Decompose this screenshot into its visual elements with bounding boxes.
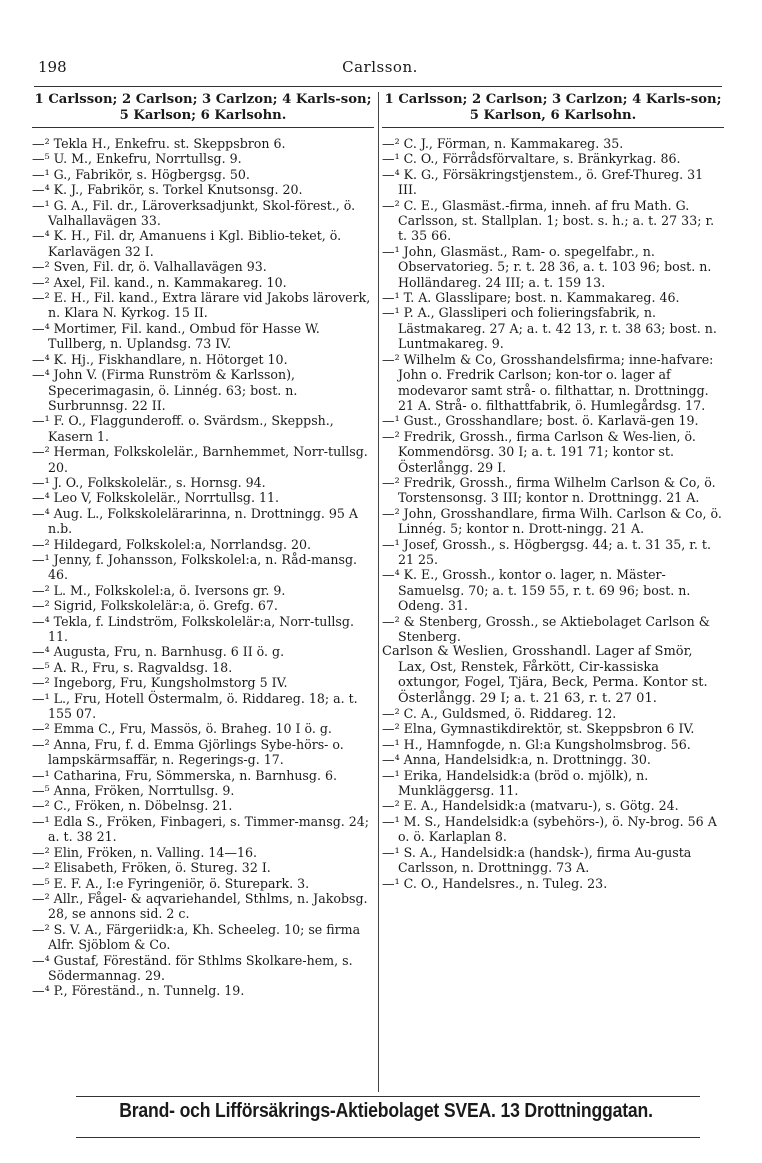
column-heading-left: 1 Carlsson; 2 Carlson; 3 Carlzon; 4 Karls-son; 5 Karlson; 6 Karlsohn. [34, 92, 372, 123]
directory-entry: —² Wilhelm & Co, Grosshandelsfirma; inne-hafvare: John o. Fredrik Carlson; kon-tor o. lager af modevaror samt strå- o. filthattar, n. Drottningg. 21 A. Strå- o. filthattfabrik, ö. Humlegårdsg. 17. [382, 351, 714, 413]
directory-entry: —¹ T. A. Glasslipare; bost. n. Kammakareg. 46. [382, 290, 680, 306]
directory-entry: —² E. H., Fil. kand., Extra lärare vid Jakobs läroverk, n. Klara N. Kyrkog. 15 II. [32, 290, 371, 321]
directory-entry: —² Axel, Fil. kand., n. Kammakareg. 10. [32, 274, 287, 290]
running-title: Carlsson. [342, 58, 418, 76]
directory-entry: —¹ S. A., Handelsidk:a (handsk-), firma Au-gusta Carlsson, n. Drottningg. 73 A. [382, 844, 692, 876]
directory-entry: —² Sven, Fil. dr, ö. Valhallavägen 93. [32, 259, 267, 275]
page-number: 198 [38, 58, 67, 76]
page-header [38, 58, 722, 82]
directory-entry: —² C. J., Förman, n. Kammakareg. 35. [382, 136, 624, 151]
directory-entry: —⁵ Anna, Fröken, Norrtullsg. 9. [32, 783, 235, 799]
directory-entry: —² Hildegard, Folkskolel:a, Norrlandsg. 20. [32, 536, 311, 552]
directory-entry: —¹ C. O., Handelsres., n. Tuleg. 23. [382, 875, 608, 891]
directory-entry: —¹ P. A., Glassliperi och folieringsfabrik, n. Lästmakareg. 27 A; a. t. 42 13, r. t. 38 63; bost. n. Luntmakareg. 9. [382, 305, 717, 352]
directory-entry: —² Fredrik, Grossh., firma Wilhelm Carlson & Co, ö. Torstensonsg. 3 III; kontor n. Drottningg. 21 A. [382, 474, 716, 506]
directory-entry: —¹ G. A., Fil. dr., Läroverksadjunkt, Skol-förest., ö. Valhallavägen 33. [32, 197, 356, 229]
directory-entry: —¹ Jenny, f. Johansson, Folkskolel:a, n. Råd-mansg. 46. [32, 551, 358, 583]
directory-entry: —¹ C. O., Förrådsförvaltare, s. Bränkyrkag. 86. [382, 151, 681, 167]
directory-entry: —¹ F. O., Flaggunderoff. o. Svärdsm., Skeppsh., Kasern 1. [32, 413, 334, 444]
directory-entry: —⁵ E. F. A., I:e Fyringeniör, ö. Sturepark. 3. [32, 875, 310, 891]
directory-entry: —² L. M., Folkskolel:a, ö. Iversons gr. 9. [32, 582, 286, 598]
directory-entry: —⁴ Gustaf, Föreständ. för Sthlms Skolkare-hem, s. Södermannag. 29. [32, 952, 353, 983]
directory-entry: —¹ J. O., Folkskolelär., s. Hornsg. 94. [32, 474, 266, 490]
directory-entry: —⁴ Aug. L., Folkskolelärarinna, n. Drottningg. 95 A n.b. [32, 505, 359, 537]
directory-entry: —² Herman, Folkskolelär., Barnhemmet, Norr-tullsg. 20. [32, 444, 368, 475]
directory-entry: —¹ G., Fabrikör, s. Högbergsg. 50. [32, 166, 250, 182]
directory-entry: —² Sigrid, Folkskolelär:a, ö. Grefg. 67. [32, 598, 278, 614]
directory-entry: —² Elin, Fröken, n. Valling. 14—16. [32, 844, 258, 860]
footer-bottom-rule [76, 1137, 700, 1138]
directory-entry: —² E. A., Handelsidk:a (matvaru-), s. Götg. 24. [382, 798, 679, 814]
directory-entry: —⁴ Mortimer, Fil. kand., Ombud för Hasse W. Tullberg, n. Uplandsg. 73 IV. [32, 320, 320, 352]
two-column-listing [32, 92, 724, 1092]
entry-list-left [32, 136, 374, 999]
footer-top-rule [76, 1096, 700, 1097]
directory-entry: —⁴ Augusta, Fru, n. Barnhusg. 6 II ö. g. [32, 644, 285, 660]
directory-entry: —² Fredrik, Grossh., firma Carlson & Wes-lien, ö. Kommendörsg. 30 I; a. t. 191 71; kontor st. Österlångg. 29 I. [382, 428, 696, 475]
firm-entry: Carlson & Weslien, Grosshandl. Lager af Smör, Lax, Ost, Renstek, Fårkött, Cir-kassiska oxtungor, Fogel, Tjära, Beck, Perma. Kontor st. Österlångg. 29 I; a. t. 21 63, r. t. 27 01. [382, 644, 708, 706]
directory-entry: —⁵ A. R., Fru, s. Ragvaldsg. 18. [32, 659, 233, 675]
directory-entry: —² S. V. A., Färgeriidk:a, Kh. Scheeleg. 10; se firma Alfr. Sjöblom & Co. [32, 921, 361, 953]
directory-entry: —² C., Fröken, n. Döbelnsg. 21. [32, 798, 233, 814]
directory-entry: —¹ Catharina, Fru, Sömmerska, n. Barnhusg. 6. [32, 767, 337, 783]
directory-entry: —² Ingeborg, Fru, Kungsholmstorg 5 IV. [32, 675, 288, 691]
header-rule [34, 86, 722, 87]
right-column [382, 92, 724, 891]
directory-entry: —² & Stenberg, Grossh., se Aktiebolaget Carlson & Stenberg. [382, 613, 710, 644]
directory-entry: —¹ John, Glasmäst., Ram- o. spegelfabr., n. Observatorieg. 5; r. t. 28 36, a. t. 103 96; bost. n. Holländareg. 24 III; a. t. 159 13. [382, 243, 712, 290]
entry-list-right [382, 136, 724, 891]
directory-entry: —¹ Erika, Handelsidk:a (bröd o. mjölk), n. Munkläggersg. 11. [382, 767, 649, 799]
directory-entry: —⁴ Anna, Handelsidk:a, n. Drottningg. 30. [382, 752, 651, 768]
directory-entry: —² Elna, Gymnastikdirektör, st. Skeppsbron 6 IV. [382, 721, 695, 737]
directory-entry: —⁴ K. E., Grossh., kontor o. lager, n. Mäster-Samuelsg. 70; a. t. 159 55, r. t. 69 96; bost. n. Odeng. 31. [382, 567, 691, 614]
directory-entry: —⁴ K. H., Fil. dr, Amanuens i Kgl. Biblio-teket, ö. Karlavägen 32 I. [32, 228, 342, 259]
directory-entry: —² C. E., Glasmäst.-firma, inneh. af fru Math. G. Carlsson, st. Stallplan. 1; bost. s. h.; a. t. 27 33; r. t. 35 66. [382, 197, 715, 244]
left-column [32, 92, 374, 999]
directory-entry: —¹ Gust., Grosshandlare; bost. ö. Karlavä-gen 19. [382, 413, 699, 429]
directory-entry: —⁴ K. Hj., Fiskhandlare, n. Hötorget 10. [32, 351, 288, 367]
directory-entry: —⁴ K. J., Fabrikör, s. Torkel Knutsonsg. 20. [32, 182, 303, 198]
directory-entry: —⁴ Tekla, f. Lindström, Folkskolelär:a, Norr-tullsg. 11. [32, 613, 354, 644]
directory-entry: —¹ L., Fru, Hotell Östermalm, ö. Riddareg. 18; a. t. 155 07. [32, 690, 358, 722]
directory-entry: —⁴ P., Föreständ., n. Tunnelg. 19. [32, 983, 245, 999]
directory-entry: —² Anna, Fru, f. d. Emma Gjörlings Sybe-hörs- o. lampskärmsaffär, n. Regerings-g. 17. [32, 736, 344, 768]
directory-entry: —² Elisabeth, Fröken, ö. Stureg. 32 I. [32, 860, 271, 876]
directory-entry: —² Tekla H., Enkefru. st. Skeppsbron 6. [32, 136, 286, 151]
directory-entry: —⁴ John V. (Firma Runström & Karlsson), Specerimagasin, ö. Linnég. 63; bost. n. Surbrunnsg. 22 II. [32, 367, 298, 413]
directory-entry: —¹ Josef, Grossh., s. Högbergsg. 44; a. t. 31 35, r. t. 21 25. [382, 536, 711, 567]
column-divider [378, 92, 379, 1092]
directory-entry: —² Emma C., Fru, Massös, ö. Braheg. 10 I ö. g. [32, 721, 332, 737]
footer-advert: Brand- och Lifförsäkrings-Aktiebolaget SVEA. 13 Drottninggatan. [119, 1100, 653, 1122]
column-heading-rule [382, 127, 724, 128]
directory-entry: —² C. A., Guldsmed, ö. Riddareg. 12. [382, 706, 617, 722]
directory-entry: —¹ Edla S., Fröken, Finbageri, s. Timmer-mansg. 24; a. t. 38 21. [32, 813, 370, 845]
directory-entry: —⁴ Leo V, Folkskolelär., Norrtullsg. 11. [32, 490, 280, 506]
directory-entry: —² John, Grosshandlare, firma Wilh. Carlson & Co, ö. Linnég. 5; kontor n. Drott-ningg. 21 A. [382, 505, 722, 537]
directory-entry: —⁵ U. M., Enkefru, Norrtullsg. 9. [32, 151, 242, 167]
directory-entry: —² Allr., Fågel- & aqvariehandel, Sthlms, n. Jakobsg. 28, se annons sid. 2 c. [32, 890, 368, 922]
directory-entry: —¹ H., Hamnfogde, n. Gl:a Kungsholmsbrog. 56. [382, 736, 691, 752]
directory-entry: —⁴ K. G., Försäkringstjenstem., ö. Gref-Thureg. 31 III. [382, 166, 704, 198]
directory-entry: —¹ M. S., Handelsidk:a (sybehörs-), ö. Ny-brog. 56 A o. ö. Karlaplan 8. [382, 813, 717, 845]
column-heading-rule [32, 127, 374, 128]
column-heading-right: 1 Carlsson; 2 Carlson; 3 Carlzon; 4 Karls-son; 5 Karlson, 6 Karlsohn. [384, 92, 722, 123]
